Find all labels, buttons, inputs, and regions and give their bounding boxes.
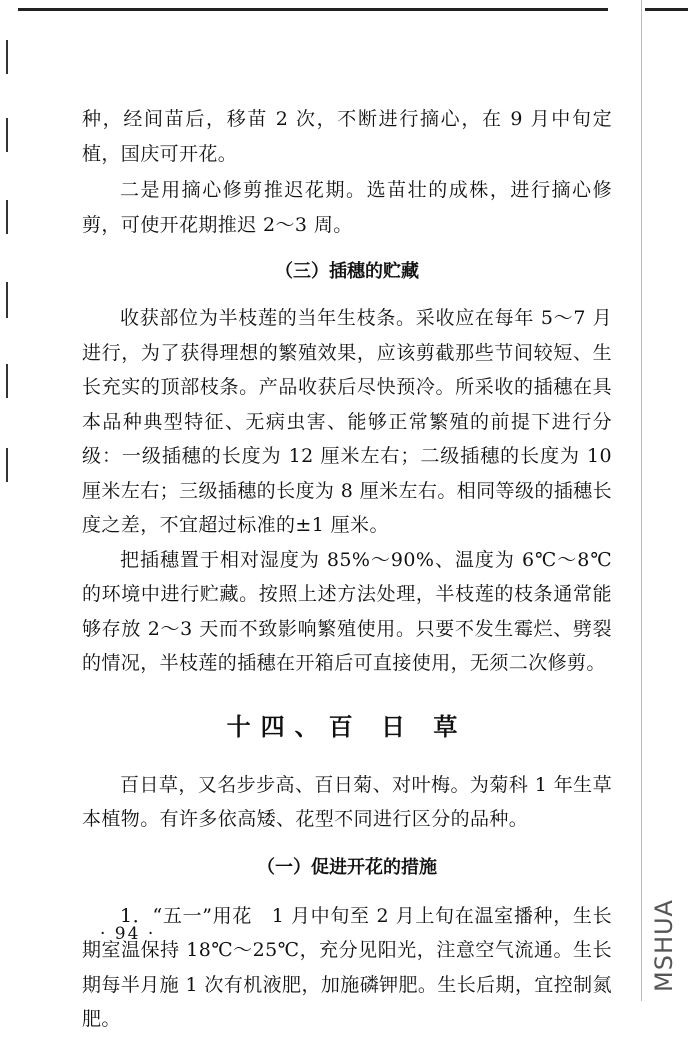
paragraph: 百日草，又名步步高、百日菊、对叶梅。为菊科 1 年生草本植物。有许多依高矮、花型不同进行区分的品种。 xyxy=(82,773,612,830)
page-number: · 94 · xyxy=(100,924,156,944)
top-rule-right xyxy=(645,8,688,11)
page-body xyxy=(82,102,612,1037)
paragraph: 收获部位为半枝莲的当年生枝条。采收应在每年 5～7 月进行，为了获得理想的繁殖效果，应该剪截那些节间较短、生长充实的顶部枝条。产品收获后尽快预冷。所采收的插穗在具本品种典型特征、无病虫害、能够正常繁殖的前提下进行分级：一级插穗的长度为 12 厘米左右；二级插穗的长度为 10 厘米左右；三级插穗的长度为 8 厘米左右。相同等级的插穗长度之差，不宜超过标准的±1 厘米。 xyxy=(82,307,612,536)
paragraph: 种，经间苗后，移苗 2 次，不断进行摘心，在 9 月中旬定植，国庆可开花。 xyxy=(82,108,612,165)
paragraph: 1．“五一”用花 1 月中旬至 2 月上旬在温室播种，生长期室温保持 18℃～25℃，充分见阳光，注意空气流通。生长期每半月施 1 次有机液肥，加施磷钾肥。生长后期，宜控制氮肥。 xyxy=(82,904,612,1030)
watermark: MSHUA xyxy=(650,899,678,992)
margin-mark xyxy=(6,200,8,234)
section-heading: （一）促进开花的措施 xyxy=(257,856,437,878)
paragraph: 二是用摘心修剪推迟花期。选苗壮的成株，进行摘心修剪，可使开花期推迟 2～3 周。 xyxy=(82,179,612,236)
page-edge xyxy=(641,0,642,1001)
margin-mark xyxy=(6,282,8,318)
margin-mark xyxy=(6,40,8,74)
margin-mark xyxy=(6,364,8,398)
chapter-title: 十四、百 日 草 xyxy=(226,711,468,741)
top-rule xyxy=(18,8,608,11)
paragraph: 把插穗置于相对湿度为 85%～90%、温度为 6℃～8℃的环境中进行贮藏。按照上述方法处理，半枝莲的枝条通常能够存放 2～3 天而不致影响繁殖使用。只要不发生霉烂、劈裂的情况，半枝莲的插穗在开箱后可直接使用，无须二次修剪。 xyxy=(82,548,612,674)
margin-mark xyxy=(6,118,8,152)
section-heading: （三）插穗的贮藏 xyxy=(275,261,419,282)
margin-mark xyxy=(6,448,8,482)
